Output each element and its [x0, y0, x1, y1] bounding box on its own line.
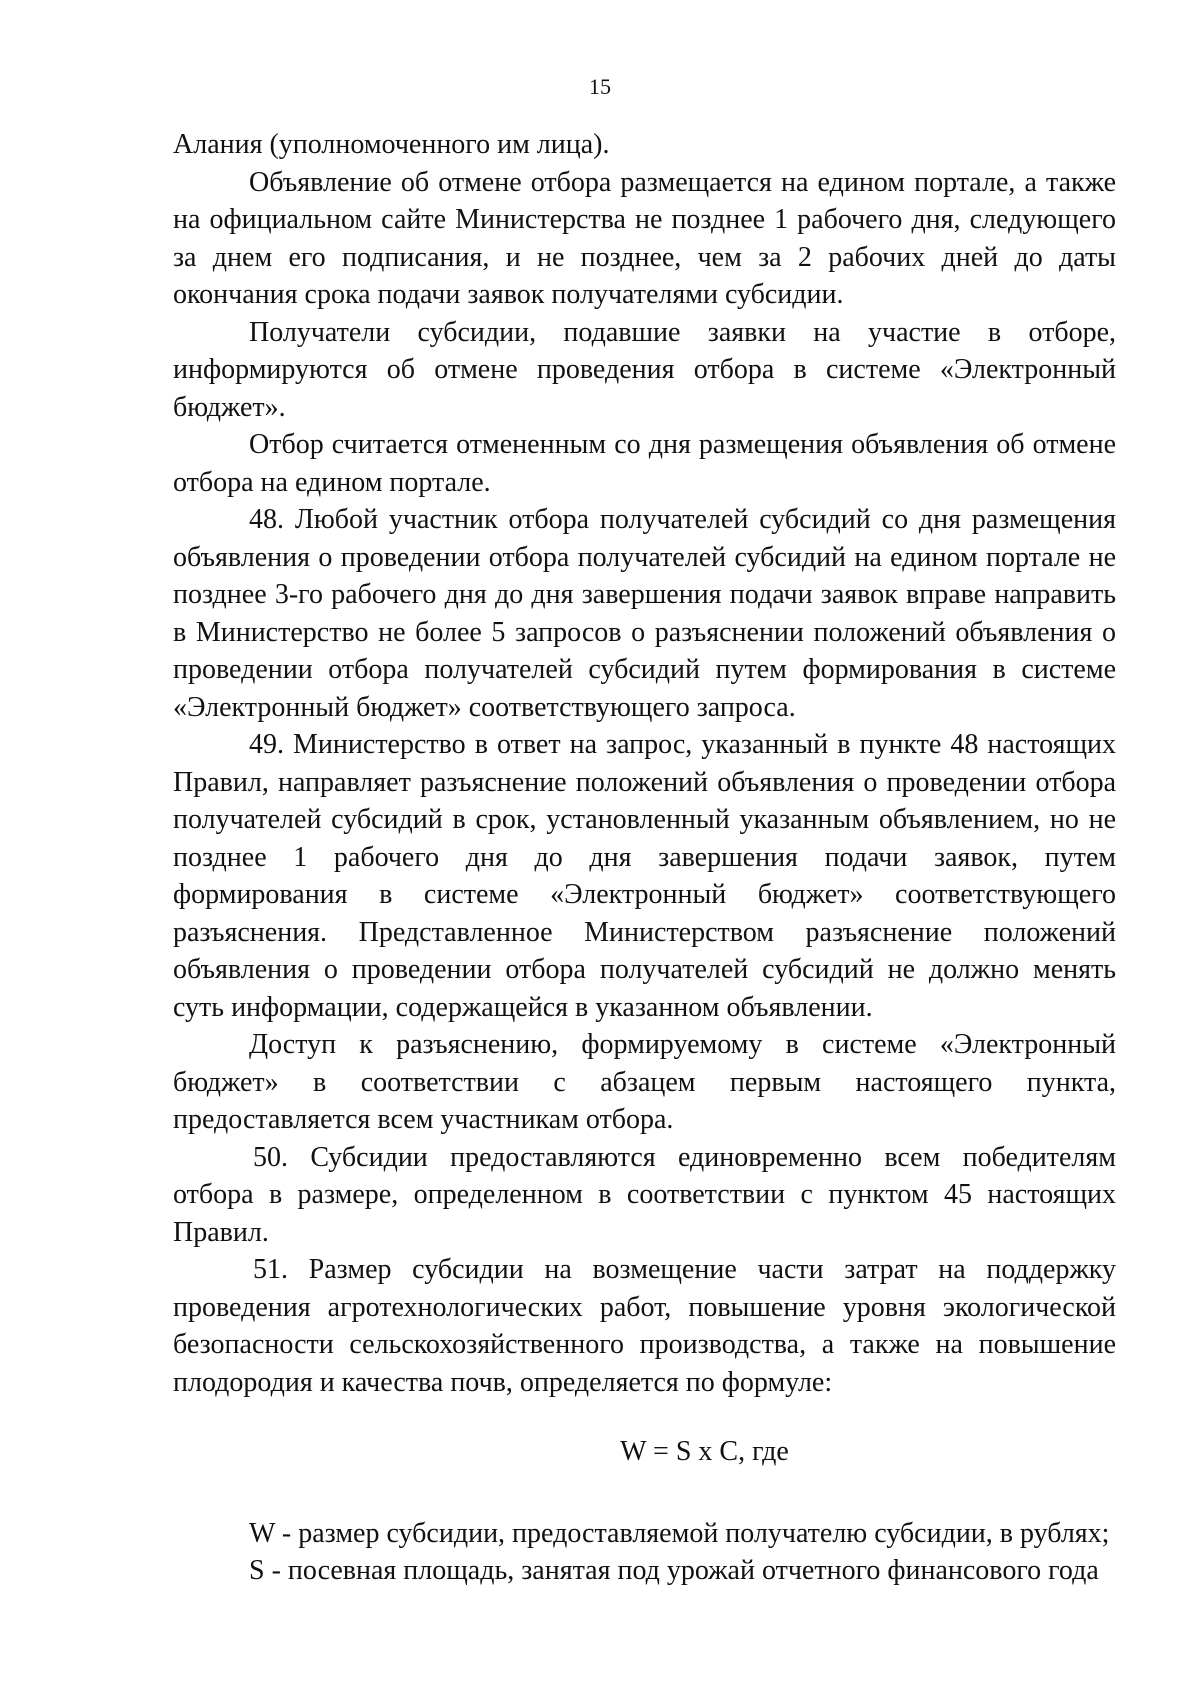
document-body [173, 126, 1116, 1590]
definition-s: S - посевная площадь, занятая под урожай отчетного финансового года [249, 1555, 1099, 1586]
paragraph: Получатели субсидии, подавшие заявки на участие в отборе, информируются об отмене проведения отбора в системе «Электронный бюджет». [173, 316, 1116, 423]
formula: W = S x C, где [620, 1436, 789, 1467]
definition-w: W - размер субсидии, предоставляемой получателю субсидии, в рублях; [249, 1517, 1110, 1549]
page-number: 15 [589, 74, 611, 99]
paragraph-item-51: 51. Размер субсидии на возмещение части затрат на поддержку проведения агротехнологических работ, повышение уровня экологической безопасности сельскохозяйственного производства, а также на повышение плодородия и качества почв, определяется по формуле: [173, 1254, 1116, 1398]
paragraph: Объявление об отмене отбора размещается на едином портале, а также на официальном сайте Министерства не позднее 1 рабочего дня, следующего за днем его подписания, и не позднее, чем за 2 рабочих дней до даты окончания срока подачи заявок получателями субсидии. [173, 166, 1116, 310]
paragraph-item-48: 48. Любой участник отбора получателей субсидий со дня размещения объявления о проведении отбора получателей субсидий на едином портале не позднее 3-го рабочего дня до дня завершения подачи заявок вправе направить в Министерство не более 5 запросов о разъяснении положений объявления о проведении отбора получателей субсидий путем формирования в системе «Электронный бюджет» соответствующего запроса. [173, 504, 1116, 723]
paragraph-item-49: 49. Министерство в ответ на запрос, указанный в пункте 48 настоящих Правил, направляет разъяснение положений объявления о проведении отбора получателей субсидий в срок, установленный указанным объявлением, но не позднее 1 рабочего дня до дня завершения подачи заявок, путем формирования в системе «Электронный бюджет» соответствующего разъяснения. Представленное Министерством разъяснение положений объявления о проведении отбора получателей субсидий не должно менять суть информации, содержащейся в указанном объявлении. [173, 729, 1116, 1023]
paragraph: Доступ к разъяснению, формируемому в системе «Электронный бюджет» в соответствии с абзацем первым настоящего пункта, предоставляется всем участникам отбора. [173, 1029, 1116, 1135]
paragraph: Алания (уполномоченного им лица). [173, 129, 610, 160]
paragraph: Отбор считается отмененным со дня размещения объявления об отмене отбора на едином портале. [173, 429, 1116, 498]
paragraph-item-50: 50. Субсидии предоставляются единовременно всем победителям отбора в размере, определенном в соответствии с пунктом 45 настоящих Правил. [173, 1141, 1116, 1248]
